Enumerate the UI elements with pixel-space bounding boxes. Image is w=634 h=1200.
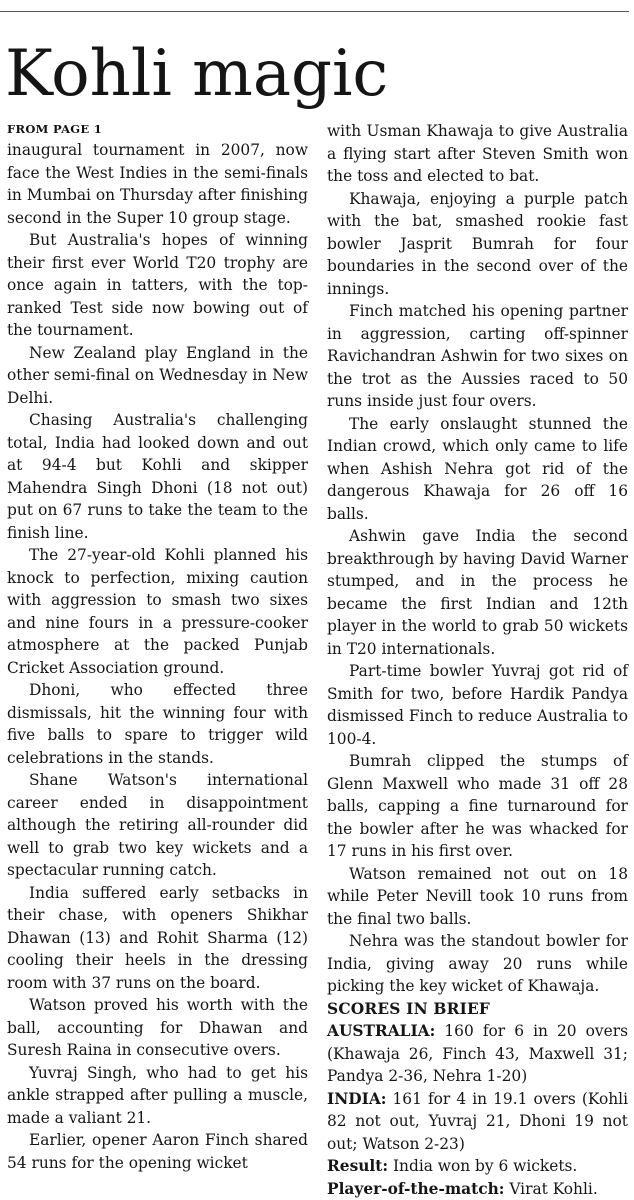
australia-score-text: 160 for 6 in 20 overs (Khawaja 26, Finch 43, Maxwell 31; Pandya 2-36, Nehra 1-20) [327,1022,628,1085]
india-score [327,1088,628,1156]
australia-score [327,1020,628,1088]
india-score-text: 161 for 4 in 19.1 overs (Kohli 82 not out, Yuvraj 21, Dhoni 19 not out; Watson 2-23) [327,1090,628,1153]
headline: Kohli magic [5,34,388,114]
article-paragraph: Shane Watson's international career ended in disappointment although the retiring all-rounder did well to grab two key wickets and a spectacular running catch. [7,769,308,882]
result [327,1155,628,1178]
column-right [327,120,628,1200]
scores-in-brief [327,998,628,1200]
australia-label: AUSTRALIA: [327,1022,435,1040]
column-left [7,120,308,1174]
kicker: FROM PAGE 1 [7,120,308,139]
article-paragraph: with Usman Khawaja to give Australia a flying start after Steven Smith won the toss and elected to bat. [327,120,628,188]
potm-text: Virat Kohli. [504,1180,597,1198]
scores-heading: SCORES IN BRIEF [327,998,628,1021]
result-label: Result: [327,1157,388,1175]
article-paragraph: Earlier, opener Aaron Finch shared 54 runs for the opening wicket [7,1129,308,1174]
article-paragraph: Watson proved his worth with the ball, accounting for Dhawan and Suresh Raina in consecutive overs. [7,994,308,1062]
article-paragraph: Finch matched his opening partner in aggression, carting off-spinner Ravichandran Ashwin for two sixes on the trot as the Aussies raced to 50 runs inside just four overs. [327,300,628,413]
article-paragraph: Yuvraj Singh, who had to get his ankle strapped after pulling a muscle, made a valiant 21. [7,1062,308,1130]
potm-label: Player-of-the-match: [327,1180,504,1198]
article-paragraph: The early onslaught stunned the Indian crowd, which only came to life when Ashish Nehra got rid of the dangerous Khawaja for 26 off 16 balls. [327,413,628,526]
article-paragraph: Part-time bowler Yuvraj got rid of Smith for two, before Hardik Pandya dismissed Finch to reduce Australia to 100-4. [327,660,628,750]
result-text: India won by 6 wickets. [388,1157,577,1175]
article-paragraph: New Zealand play England in the other semi-final on Wednesday in New Delhi. [7,342,308,410]
article-paragraph: Ashwin gave India the second breakthrough by having David Warner stumped, and in the process he became the first Indian and 12th player in the world to grab 50 wickets in T20 internationals. [327,525,628,660]
india-label: INDIA: [327,1090,386,1108]
article-paragraph: Nehra was the standout bowler for India, giving away 20 runs while picking the key wicket of Khawaja. [327,930,628,998]
article-paragraph: inaugural tournament in 2007, now face the West Indies in the semi-finals in Mumbai on Thursday after finishing second in the Super 10 group stage. [7,139,308,229]
article-paragraph: The 27-year-old Kohli planned his knock to perfection, mixing caution with aggression to smash two sixes and nine fours in a pressure-cooker atmosphere at the packed Punjab Cricket Association ground. [7,544,308,679]
article-paragraph: Bumrah clipped the stumps of Glenn Maxwell who made 31 off 28 balls, capping a fine turnaround for the bowler after he was whacked for 17 runs in his first over. [327,750,628,863]
article-paragraph: Khawaja, enjoying a purple patch with the bat, smashed rookie fast bowler Jasprit Bumrah for four boundaries in the second over of the innings. [327,188,628,301]
article-paragraph: India suffered early setbacks in their chase, with openers Shikhar Dhawan (13) and Rohit Sharma (12) cooling their heels in the dressing room with 37 runs on the board. [7,882,308,995]
article-paragraph: Chasing Australia's challenging total, India had looked down and out at 94-4 but Kohli and skipper Mahendra Singh Dhoni (18 not out) put on 67 runs to take the team to the finish line. [7,409,308,544]
player-of-the-match [327,1178,628,1200]
article-paragraph: But Australia's hopes of winning their first ever World T20 trophy are once again in tatters, with the top-ranked Test side now bowing out of the tournament. [7,229,308,342]
top-rule [0,11,629,12]
article-paragraph: Watson remained not out on 18 while Peter Nevill took 10 runs from the final two balls. [327,863,628,931]
article-paragraph: Dhoni, who effected three dismissals, hit the winning four with five balls to spare to trigger wild celebrations in the stands. [7,679,308,769]
